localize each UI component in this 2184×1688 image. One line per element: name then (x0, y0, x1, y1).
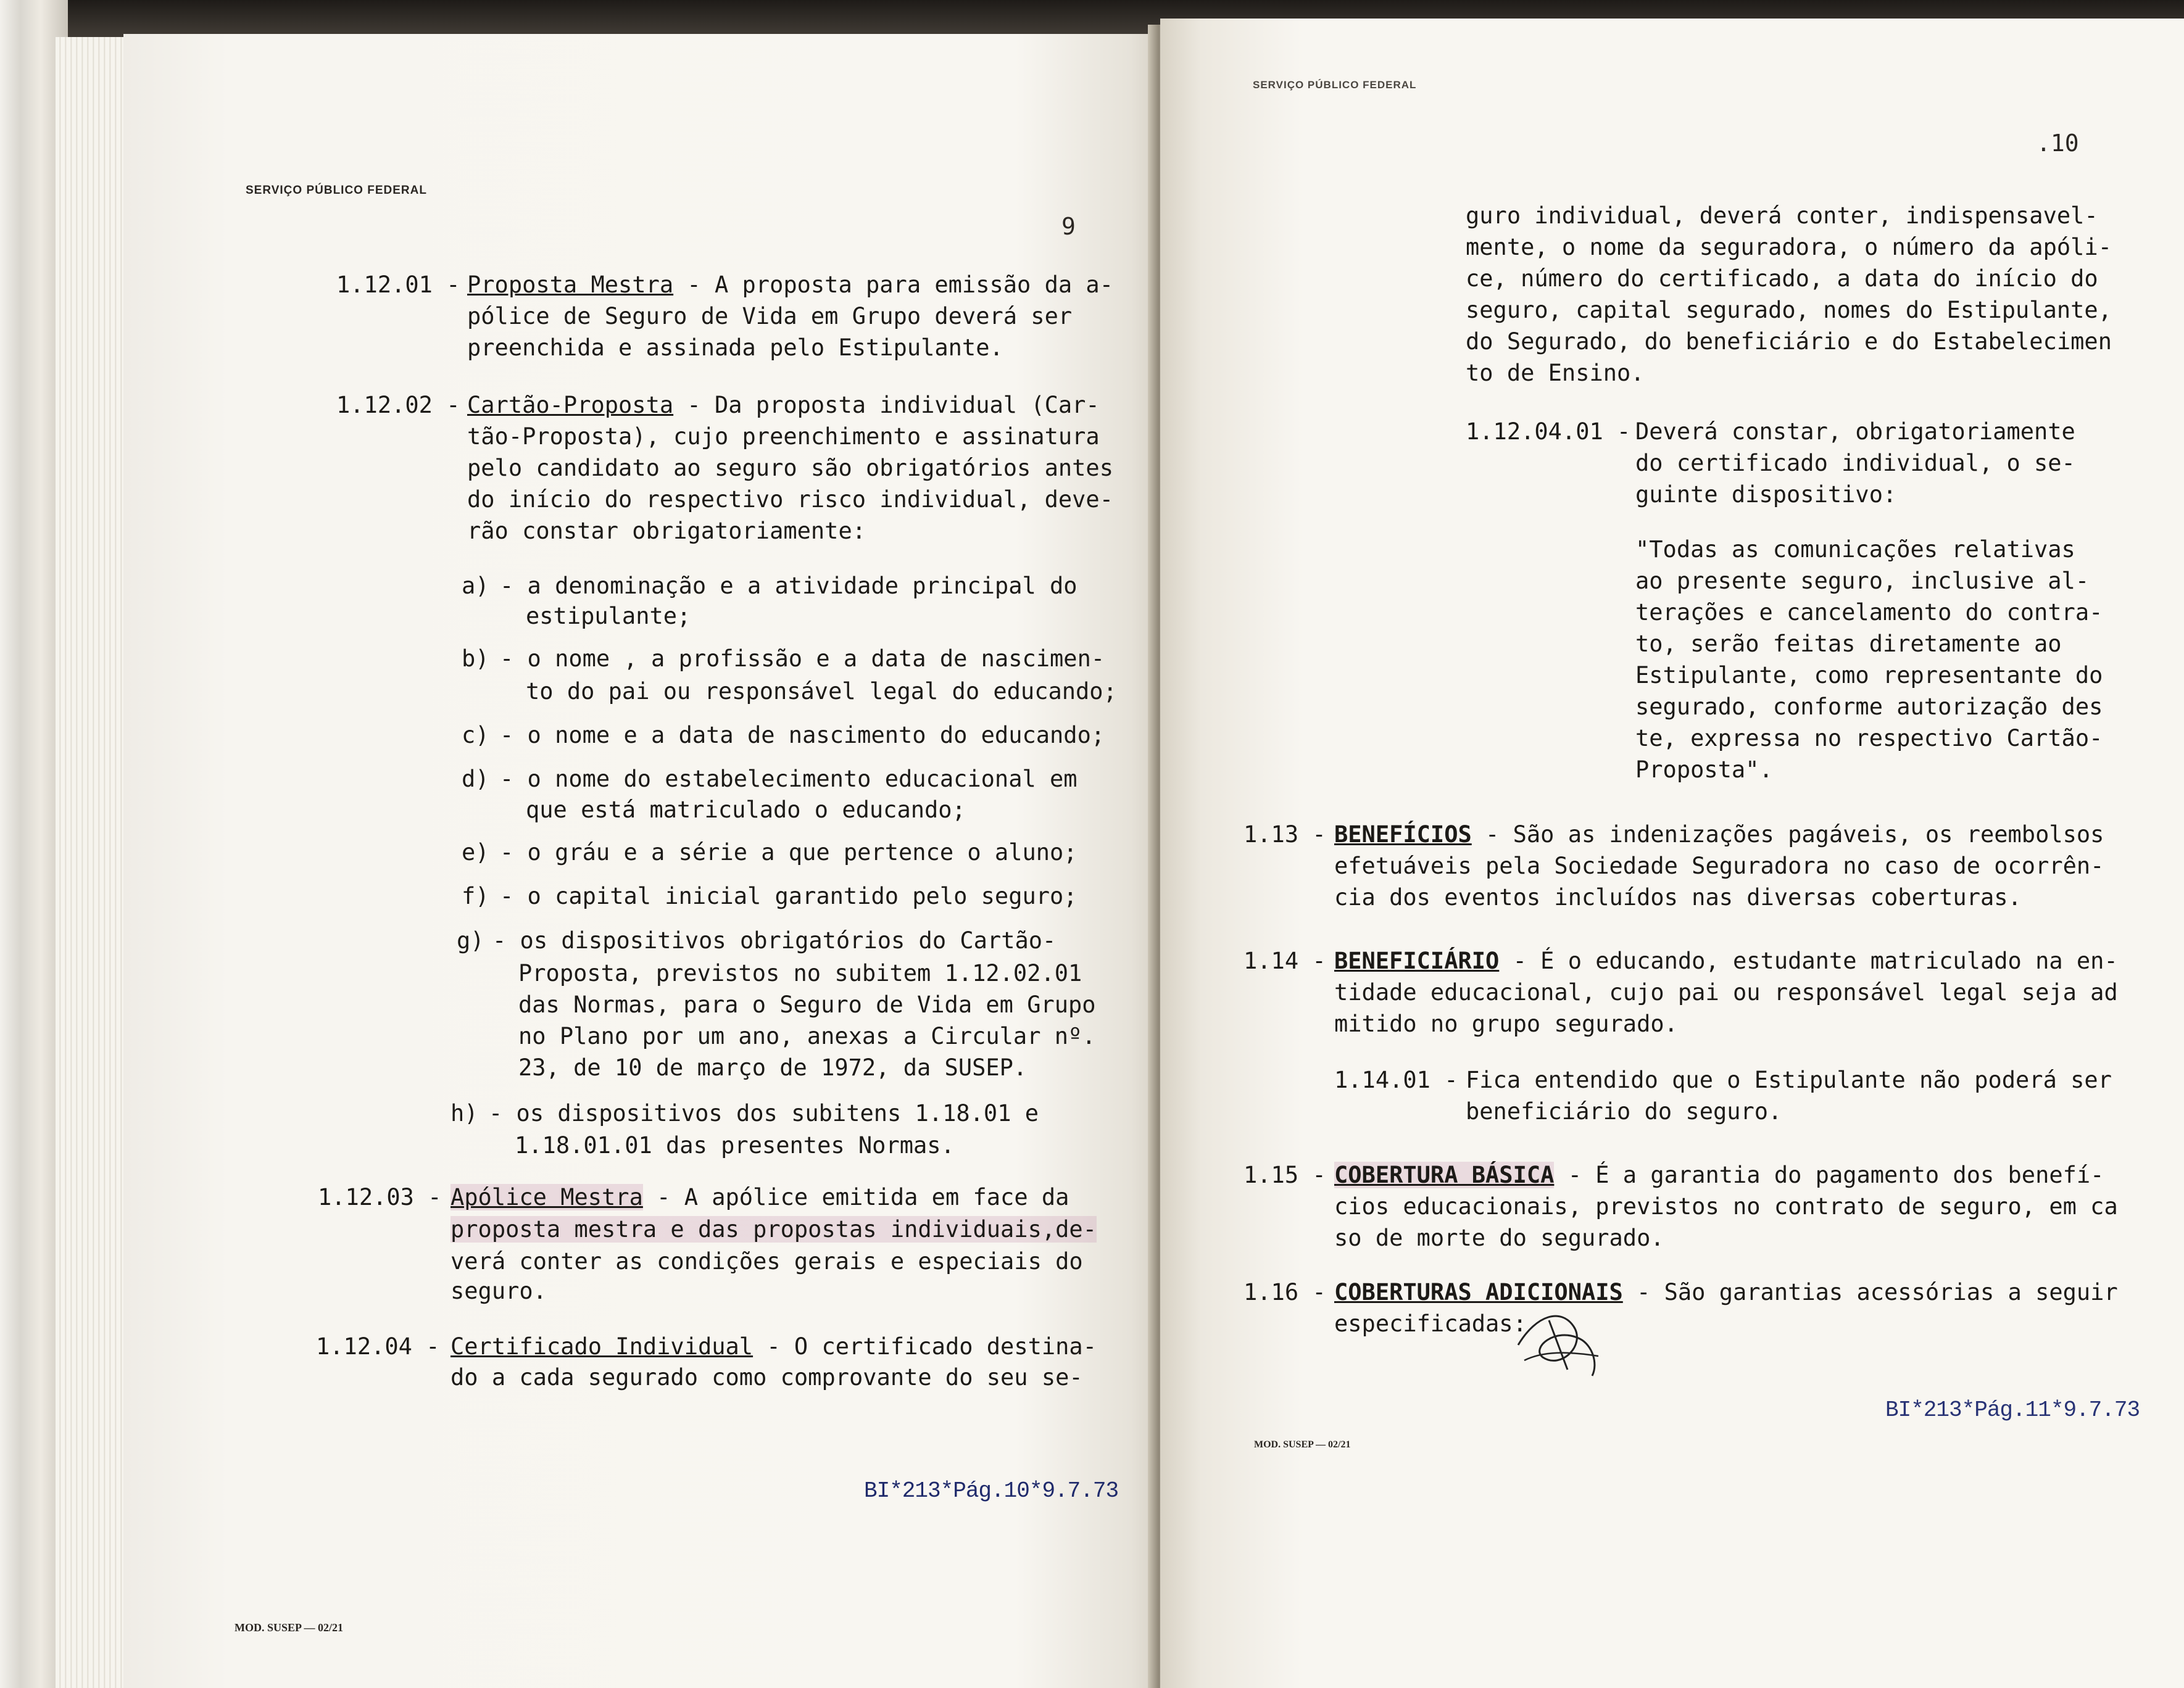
item-line: do certificado individual, o se- (1635, 450, 2075, 476)
subitem-line: Proposta, previstos no subitem 1.12.02.01 (518, 960, 1082, 987)
item-line: COBERTURAS ADICIONAIS - São garantias acessórias a seguir (1334, 1279, 2118, 1305)
subitem-label: e) (462, 839, 489, 866)
subitem-line: estipulante; (526, 603, 691, 629)
item-line: rão constar obrigatoriamente: (467, 518, 866, 544)
item-number: 1.16 - (1244, 1279, 1326, 1305)
quote-line: "Todas as comunicações relativas (1635, 536, 2075, 563)
item-line: tão-Proposta), cujo preenchimento e assinatura (467, 423, 1100, 450)
subitem-line: - o nome , a profissão e a data de nascimen- (500, 645, 1105, 672)
item-number: 1.15 - (1244, 1162, 1326, 1188)
item-number: 1.12.03 - (318, 1184, 442, 1210)
item-line: so de morte do segurado. (1334, 1225, 1664, 1251)
item-line: BENEFÍCIOS - São as indenizações pagáveis, os reembolsos (1334, 821, 2104, 848)
item-number: 1.14.01 - (1334, 1067, 1458, 1093)
subitem-label: g) (457, 927, 484, 954)
subitem-label: a) (462, 573, 489, 599)
item-number: 1.12.04.01 - (1466, 418, 1631, 445)
item-number: 1.14 - (1244, 948, 1326, 974)
item-term: COBERTURA BÁSICA (1334, 1162, 1555, 1188)
item-term: Proposta Mestra (467, 271, 674, 298)
item-term: BENEFÍCIOS (1334, 821, 1472, 848)
item-line: seguro. (451, 1278, 547, 1304)
quote-line: Proposta". (1635, 756, 1773, 783)
quote-line: to, serão feitas diretamente ao (1635, 631, 2062, 657)
item-line: pólice de Seguro de Vida em Grupo deverá ser (467, 303, 1073, 329)
item-line: pelo candidato ao seguro são obrigatórios antes (467, 455, 1113, 481)
item-line: guro individual, deverá conter, indispensavel- (1466, 202, 2098, 229)
quote-line: te, expressa no respectivo Cartão- (1635, 725, 2103, 751)
item-line: seguro, capital segurado, nomes do Estipulante, (1466, 297, 2112, 323)
subitem-line: - a denominação e a atividade principal do (500, 573, 1077, 599)
item-line: Deverá constar, obrigatoriamente (1635, 418, 2075, 445)
item-term: Apólice Mestra (451, 1184, 643, 1210)
subitem-line: - o nome e a data de nascimento do educando; (500, 722, 1105, 748)
item-number: 1.12.02 - (336, 392, 460, 418)
page-stamp: BI*213*Pág.10*9.7.73 (864, 1478, 1119, 1504)
item-term: Cartão-Proposta (467, 392, 674, 418)
subitem-line: 23, de 10 de março de 1972, da SUSEP. (518, 1054, 1028, 1081)
quote-line: terações e cancelamento do contra- (1635, 599, 2103, 626)
item-line: mitido no grupo segurado. (1334, 1011, 1678, 1037)
form-footer: MOD. SUSEP — 02/21 (235, 1621, 344, 1634)
item-line: ce, número do certificado, a data do início do (1466, 265, 2098, 292)
item-line: cios educacionais, previstos no contrato de seguro, em ca (1334, 1193, 2118, 1220)
handwritten-initials (1506, 1302, 1611, 1382)
left-page-number: 9 (1061, 213, 1076, 240)
item-line: efetuáveis pela Sociedade Seguradora no caso de ocorrên- (1334, 853, 2104, 879)
quote-line: ao presente seguro, inclusive al- (1635, 568, 2090, 594)
subitem-line: - os dispositivos dos subitens 1.18.01 e (489, 1100, 1039, 1127)
subitem-label: c) (462, 722, 489, 748)
item-line: verá conter as condições gerais e especiais do (451, 1248, 1083, 1275)
item-line: do início do respectivo risco individual, deve- (467, 486, 1113, 513)
item-number: 1.12.01 - (336, 271, 460, 298)
right-page-number: .10 (2037, 130, 2079, 157)
item-number: 1.13 - (1244, 821, 1326, 848)
subitem-line: - o nome do estabelecimento educacional em (500, 766, 1077, 792)
item-line: beneficiário do seguro. (1466, 1098, 1782, 1125)
item-line: guinte dispositivo: (1635, 481, 1897, 508)
item-term: Certificado Individual (451, 1333, 754, 1360)
subitem-label: d) (462, 766, 489, 792)
subitem-line: - o capital inicial garantido pelo seguro; (500, 883, 1077, 909)
subitem-label: h) (451, 1100, 478, 1127)
subitem-line: - os dispositivos obrigatórios do Cartão- (492, 927, 1057, 954)
subitem-line: - o gráu e a série a que pertence o aluno; (500, 839, 1077, 866)
subitem-line: to do pai ou responsável legal do educando; (526, 678, 1117, 705)
item-line: BENEFICIÁRIO - É o educando, estudante matriculado na en- (1334, 948, 2118, 974)
subitem-line: no Plano por um ano, anexas a Circular nº. (518, 1023, 1096, 1049)
item-line: Cartão-Proposta - Da proposta individual (Car- (467, 392, 1100, 418)
page-stamp: BI*213*Pág.11*9.7.73 (1885, 1397, 2140, 1423)
subitem-line: que está matriculado o educando; (526, 796, 966, 823)
item-line: Certificado Individual - O certificado destina- (451, 1333, 1097, 1360)
item-line: Apólice Mestra - A apólice emitida em face da (451, 1184, 1069, 1210)
item-line: preenchida e assinada pelo Estipulante. (467, 334, 1003, 361)
quote-line: segurado, conforme autorização des (1635, 693, 2103, 720)
quote-line: Estipulante, como representante do (1635, 662, 2103, 689)
subitem-line: das Normas, para o Seguro de Vida em Grupo (518, 991, 1096, 1018)
item-number: 1.12.04 - (316, 1333, 440, 1360)
item-line: Fica entendido que o Estipulante não poderá ser (1466, 1067, 2112, 1093)
item-line: proposta mestra e das propostas individuais,de- (451, 1216, 1097, 1243)
item-line: especificadas: (1334, 1310, 1527, 1337)
item-line: to de Ensino. (1466, 360, 1645, 386)
subitem-label: b) (462, 645, 489, 672)
item-line: mente, o nome da seguradora, o número da apóli- (1466, 234, 2112, 260)
item-line: COBERTURA BÁSICA - É a garantia do pagamento dos benefí- (1334, 1162, 2104, 1188)
left-header: SERVIÇO PÚBLICO FEDERAL (246, 184, 427, 197)
item-term: COBERTURAS ADICIONAIS (1334, 1279, 1623, 1305)
item-line: tidade educacional, cujo pai ou responsável legal seja ad (1334, 979, 2118, 1006)
item-line: do a cada segurado como comprovante do seu se- (451, 1364, 1083, 1391)
subitem-line: 1.18.01.01 das presentes Normas. (515, 1132, 955, 1159)
item-term: BENEFICIÁRIO (1334, 948, 1500, 974)
right-header: SERVIÇO PÚBLICO FEDERAL (1253, 79, 1417, 91)
form-footer: MOD. SUSEP — 02/21 (1254, 1439, 1351, 1450)
subitem-label: f) (462, 883, 489, 909)
item-line: do Segurado, do beneficiário e do Estabelecimen (1466, 328, 2112, 355)
item-line: cia dos eventos incluídos nas diversas coberturas. (1334, 884, 2022, 911)
item-line: Proposta Mestra - A proposta para emissão da a- (467, 271, 1113, 298)
